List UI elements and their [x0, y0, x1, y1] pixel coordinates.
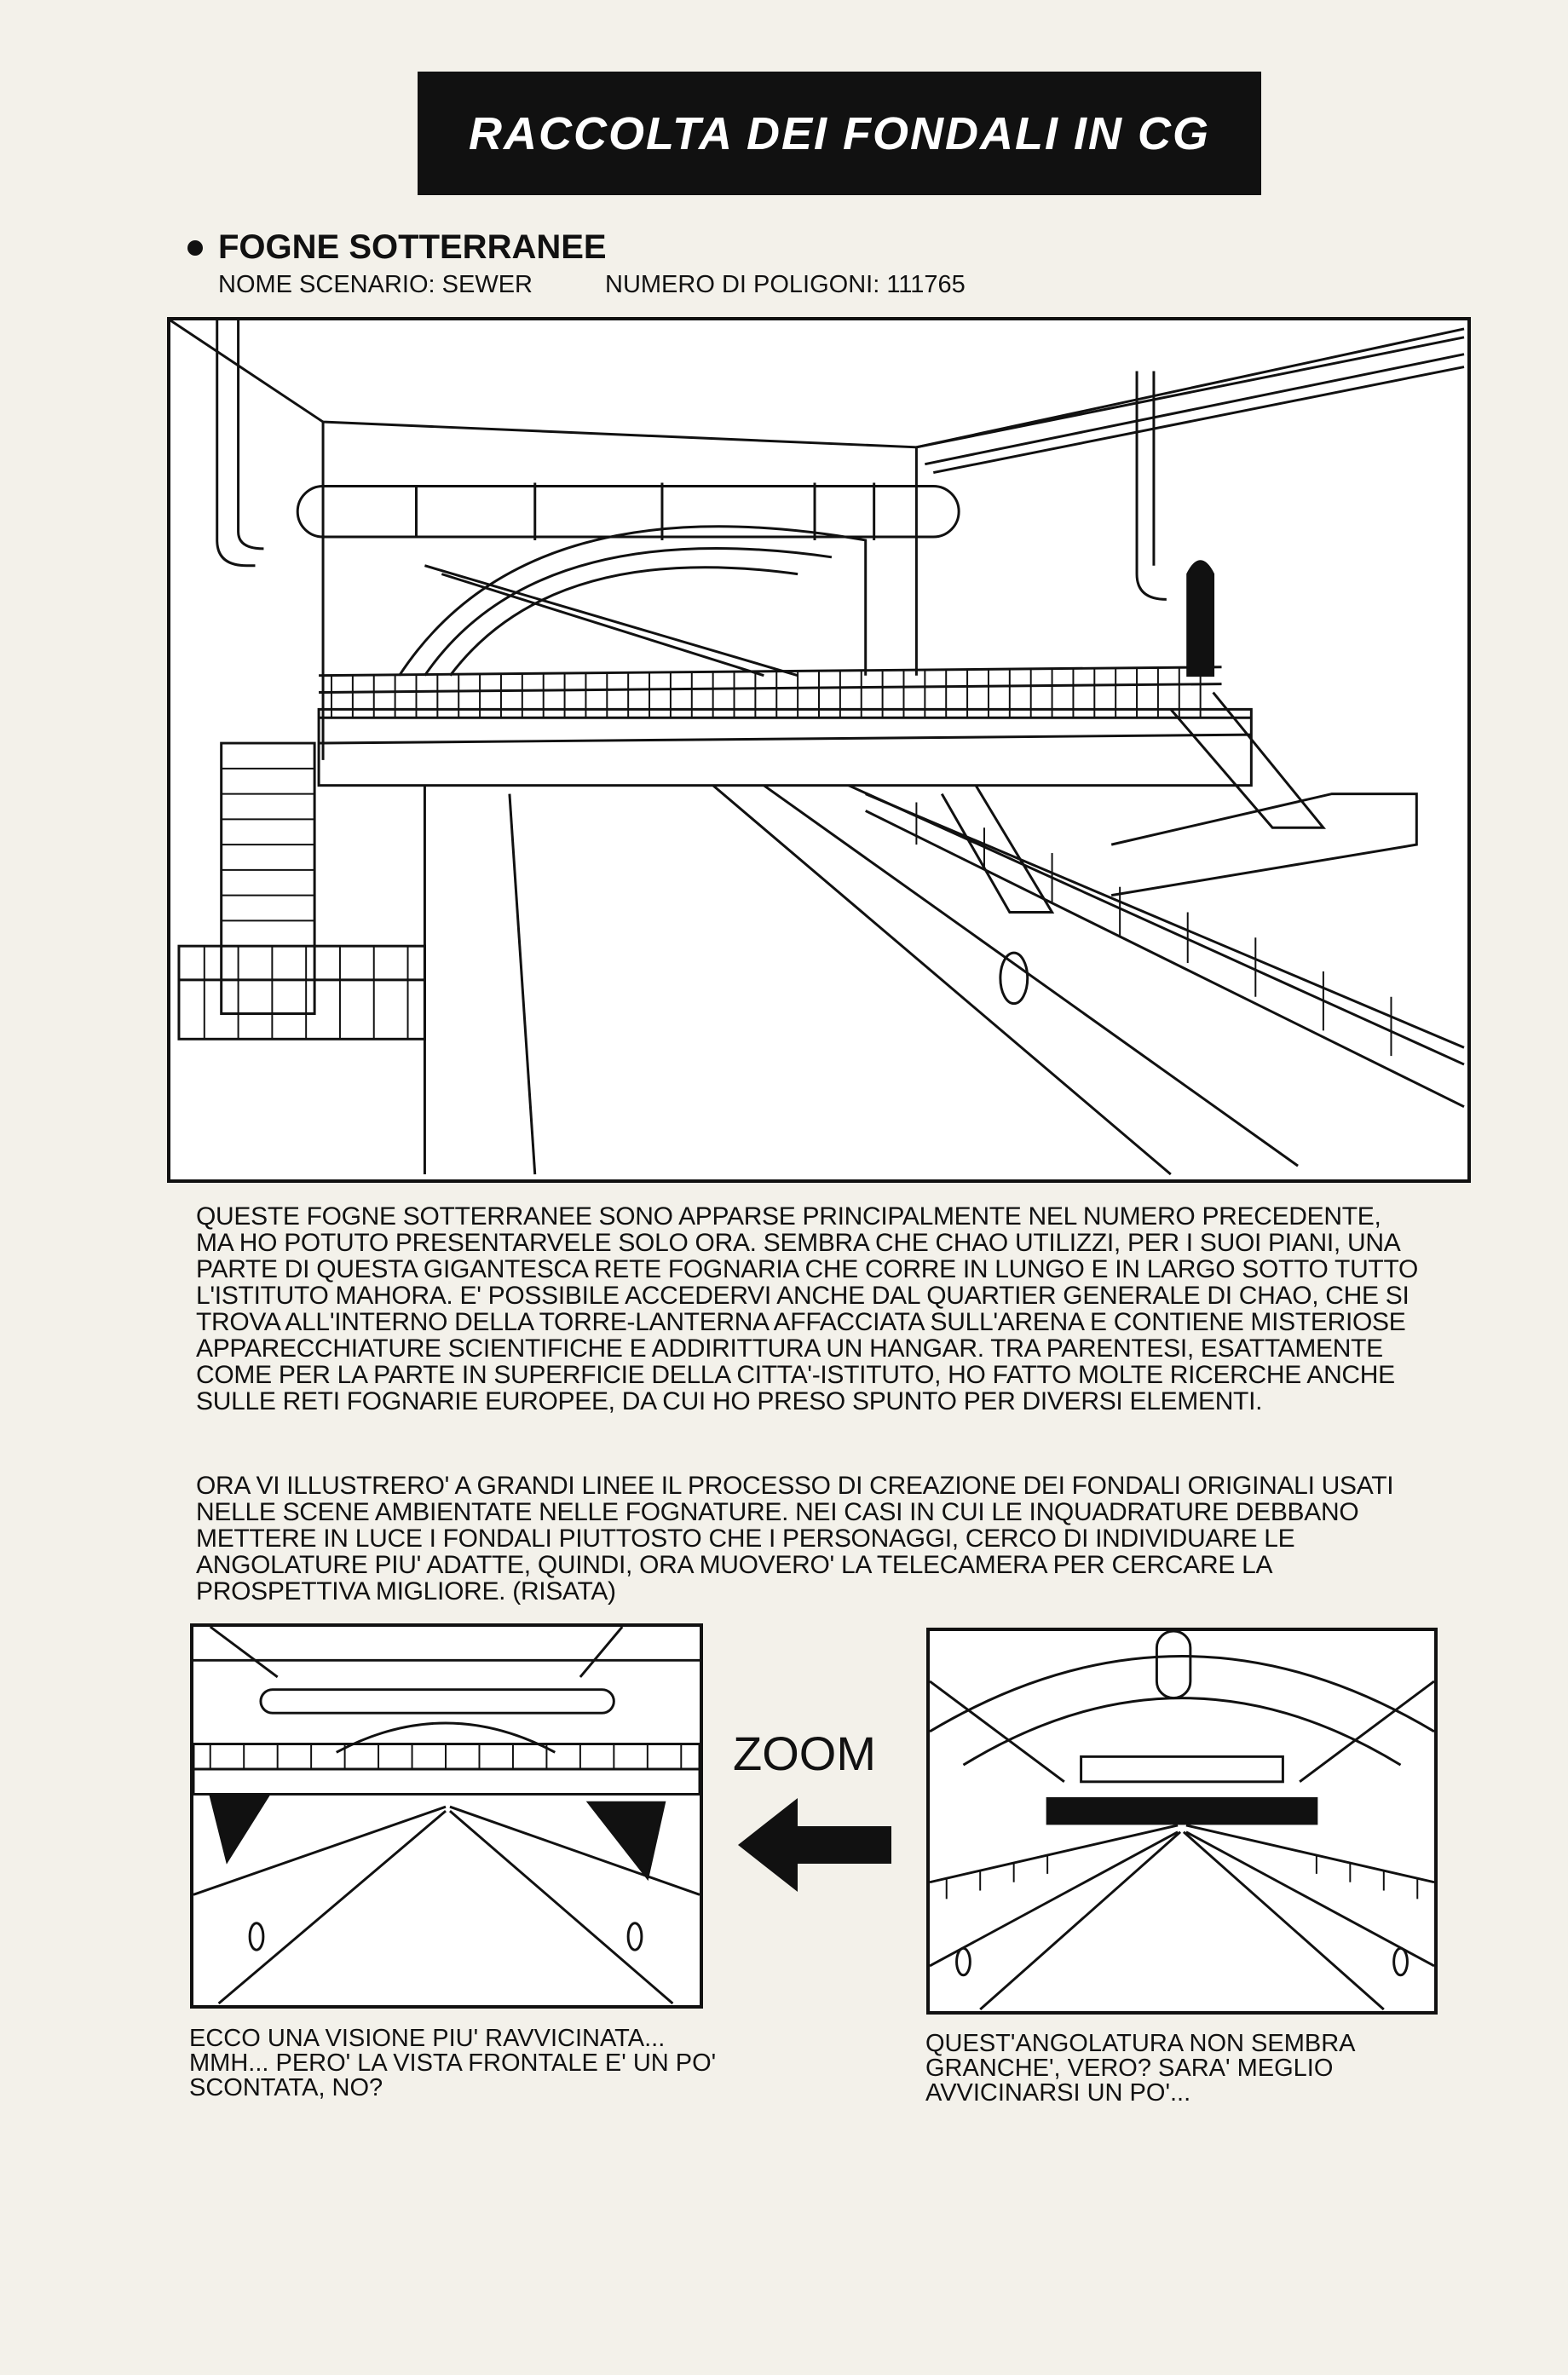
zoom-label: ZOOM [733, 1726, 876, 1780]
caption-closeup: ECCO UNA VISIONE PIU' RAVVICINATA... MMH... PERO' LA VISTA FRONTALE E' UN PO' SCONTATA, NO? [189, 2025, 717, 2101]
section-title: FOGNE SOTTERRANEE [218, 228, 607, 266]
sewer-main-render [167, 317, 1471, 1183]
page-title: RACCOLTA DEI FONDALI IN CG [469, 107, 1210, 159]
sewer-closeup-render [190, 1623, 703, 2009]
page-title-banner [418, 72, 1261, 195]
polygon-count: NUMERO DI POLIGONI: 111765 [605, 271, 966, 298]
caption-wide: QUEST'ANGOLATURA NON SEMBRA GRANCHE', VERO? SARA' MEGLIO AVVICINARSI UN PO'... [925, 2030, 1354, 2107]
scenario-name: NOME SCENARIO: SEWER [218, 271, 533, 298]
body-paragraph-2: ORA VI ILLUSTRERO' A GRANDI LINEE IL PROCESSO DI CREAZIONE DEI FONDALI ORIGINALI USATI NELLE SCENE AMBIENTATE NELLE FOGNATURE. NEI CASI IN CUI LE INQUADRATURE DEBBANO METTERE IN LUCE I FONDALI PIUTTOSTO CHE I PERSONAGGI, CERCO DI INDIVIDUARE LE ANGOLATURE PIU' ADATTE, QUINDI, ORA MUOVERO' LA TELECAMERA PER CERCARE LA PROSPETTIVA MIGLIORE. (RISATA) [196, 1472, 1394, 1605]
sewer-wide-render [926, 1628, 1438, 2015]
body-paragraph-1: QUESTE FOGNE SOTTERRANEE SONO APPARSE PRINCIPALMENTE NEL NUMERO PRECEDENTE, MA HO POTUTO PRESENTARVELE SOLO ORA. SEMBRA CHE CHAO UTILIZZI, PER I SUOI PIANI, UNA PARTE DI QUESTA GIGANTESCA RETE FOGNARIA CHE CORRE IN LUNGO E IN LARGO SOTTO TUTTO L'ISTITUTO MAHORA. E' POSSIBILE ACCEDERVI ANCHE DAL QUARTIER GENERALE DI CHAO, CHE SI TROVA ALL'INTERNO DELLA TORRE-LANTERNA AFFACCIATA SULL'ARENA E CONTIENE MISTERIOSE APPARECCHIATURE SCIENTIFICHE E ADDIRITTURA UN HANGAR. TRA PARENTESI, ESATTAMENTE COME PER LA PARTE IN SUPERFICIE DELLA CITTA'-ISTITUTO, HO FATTO MOLTE RICERCHE ANCHE SULLE RETI FOGNARIE EUROPEE, DA CUI HO PRESO SPUNTO PER DIVERSI ELEMENTI. [196, 1202, 1418, 1415]
bullet-dot-icon [187, 240, 203, 256]
left-arrow-icon [738, 1798, 891, 1892]
